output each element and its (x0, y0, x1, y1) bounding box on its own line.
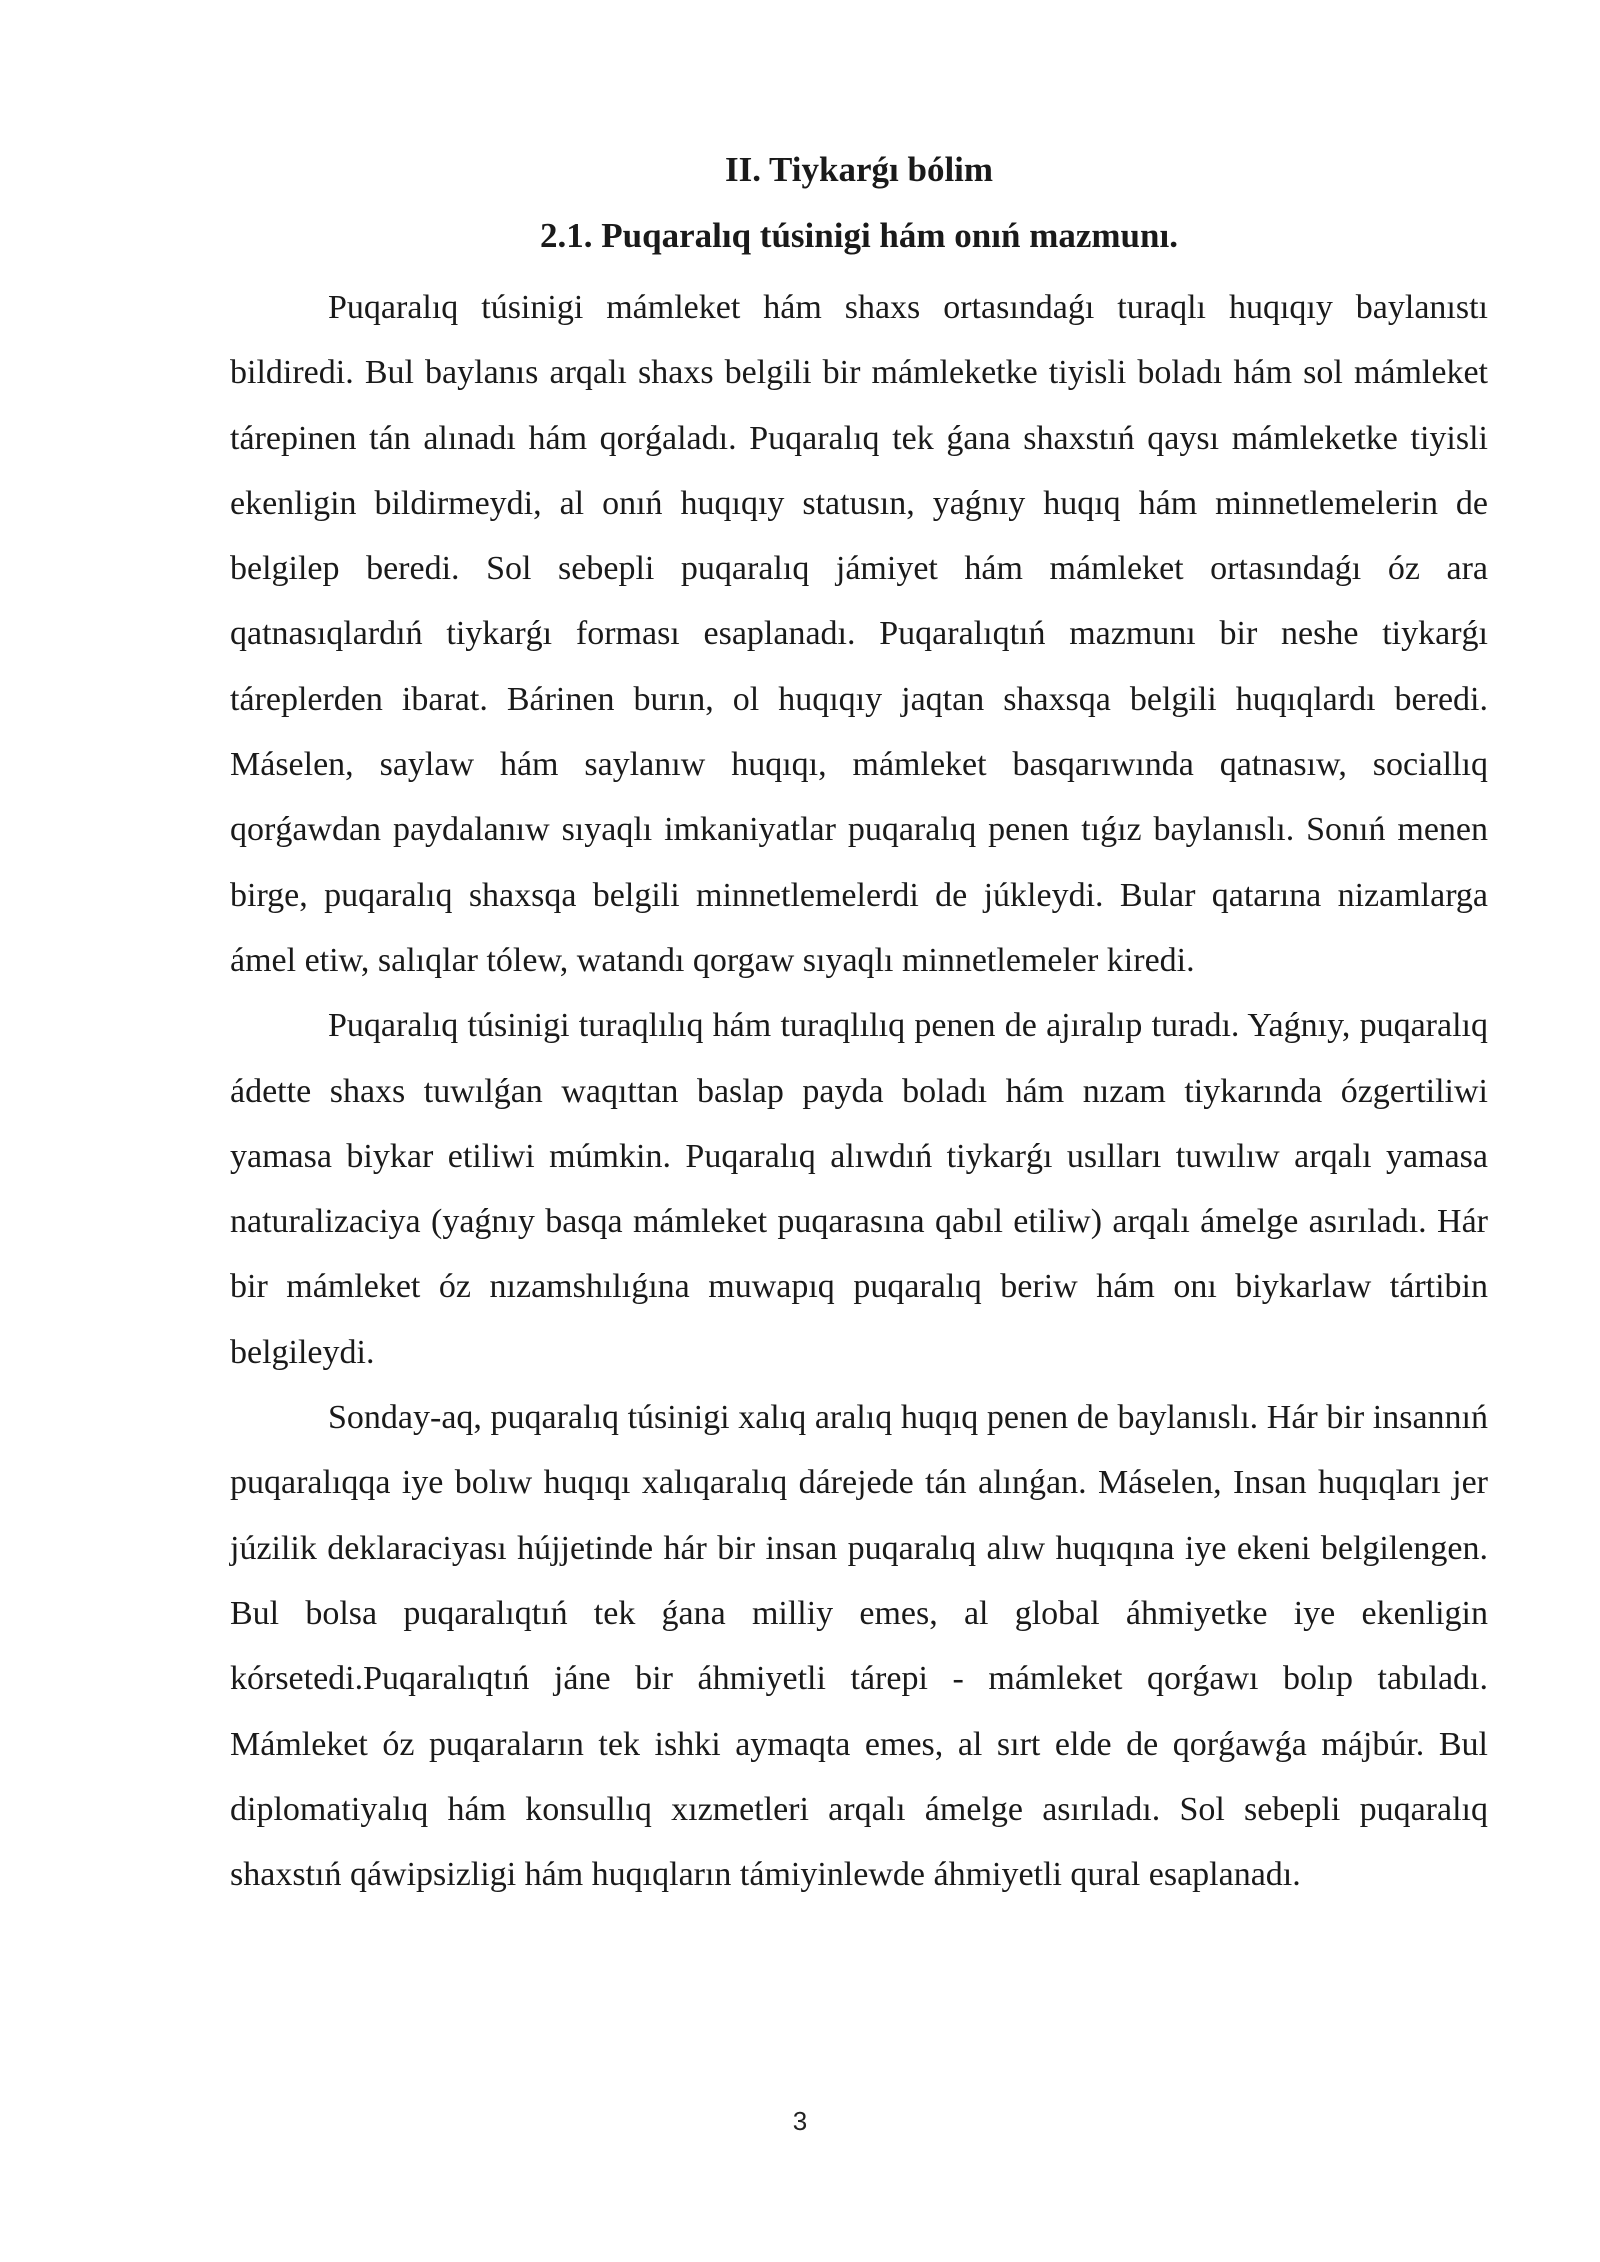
paragraph-2: Puqaralıq túsinigi turaqlılıq hám turaqlılıq penen de ajıralıp turadı. Yaǵnıy, puqaralıq ádette shaxs tuwılǵan waqıttan baslap payda boladı hám nızam tiykarında ózgertiliwi yamasa biykar etiliwi múmkin. Puqaralıq alıwdıń tiykarǵı usılları tuwılıw arqalı yamasa naturalizaciya (yaǵnıy basqa mámleket puqarasına qabıl etiliw) arqalı ámelge asırıladı. Hár bir mámleket óz nızamshılıǵına muwapıq puqaralıq beriw hám onı biykarlaw tártibin belgileydi. (230, 1007, 1488, 1371)
page-content (230, 148, 1488, 1907)
paragraph-3: Sonday-aq, puqaralıq túsinigi xalıq aralıq huqıq penen de baylanıslı. Hár bir insannıń puqaralıqqa iye bolıw huqıqı xalıqaralıq dárejede tán alınǵan. Máselen, Insan huqıqları jer júzilik deklaraciyası hújjetinde hár bir insan puqaralıq alıw huqıqına iye ekeni belgilengen. Bul bolsa puqaralıqtıń tek ǵana milliy emes, al global áhmiyetke iye ekenligin kórsetedi.Puqaralıqtıń jáne bir áhmiyetli tárepi - mámleket qorǵawı bolıp tabıladı. Mámleket óz puqaraların tek ishki aymaqta emes, al sırt elde de qorǵawǵa májbúr. Bul diplomatiyalıq hám konsullıq xızmetleri arqalı ámelge asırıladı. Sol sebepli puqaralıq shaxstıń qáwipsizligi hám huqıqların támiyinlewde áhmiyetli qural esaplanadı. (230, 1399, 1488, 1894)
section-title: 2.1. Puqaralıq túsinigi hám onıń mazmunı. (540, 216, 1178, 255)
paragraph-1: Puqaralıq túsinigi mámleket hám shaxs ortasındaǵı turaqlı huqıqıy baylanıstı bildiredi. Bul baylanıs arqalı shaxs belgili bir mámleketke tiyisli boladı hám sol mámleket tárepinen tán alınadı hám qorǵaladı. Puqaralıq tek ǵana shaxstıń qaysı mámleketke tiyisli ekenligin bildirmeydi, al onıń huqıqıy statusın, yaǵnıy huqıq hám minnetlemelerin de belgilep beredi. Sol sebepli puqaralıq jámiyet hám mámleket ortasındaǵı óz ara qatnasıqlardıń tiykarǵı forması esaplanadı. Puqaralıqtıń mazmunı bir neshe tiykarǵı táreplerden ibarat. Bárinen burın, ol huqıqıy jaqtan shaxsqa belgili huqıqlardı beredi. Máselen, saylaw hám saylanıw huqıqı, mámleket basqarıwında qatnasıw, sociallıq qorǵawdan paydalanıw sıyaqlı imkaniyatlar puqaralıq penen tıǵız baylanıslı. Sonıń menen birge, puqaralıq shaxsqa belgili minnetlemelerdi de júkleydi. Bular qatarına nizamlarga ámel etiw, salıqlar tólew, watandı qorgaw sıyaqlı minnetlemeler kiredi. (230, 289, 1488, 979)
page-number: 3 (792, 2106, 808, 2136)
chapter-title: II. Tiykarǵı bólim (724, 150, 994, 189)
